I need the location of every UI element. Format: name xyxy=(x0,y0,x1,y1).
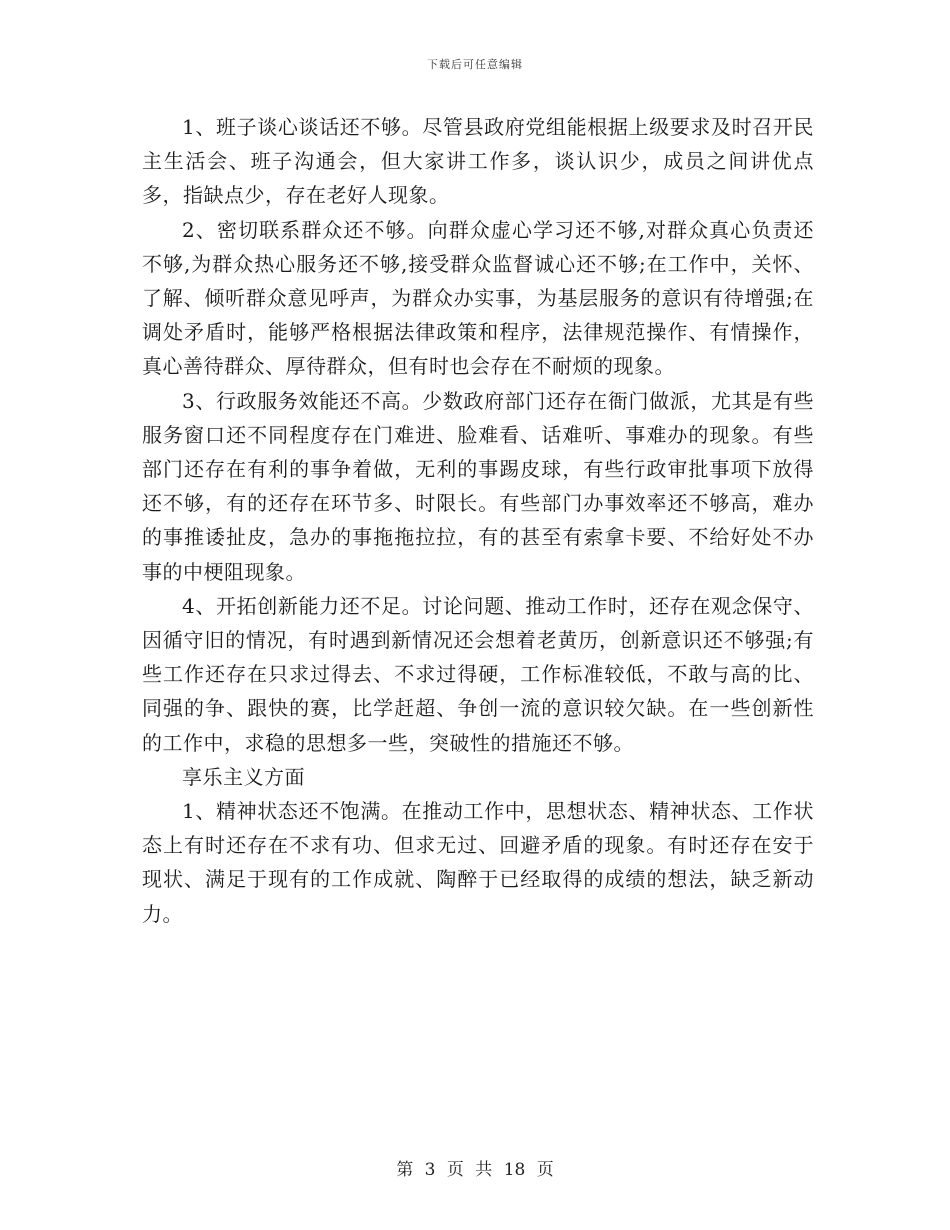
paragraph-mass-contact: 2、密切联系群众还不够。向群众虚心学习还不够,对群众真心负责还不够,为群众热心服务还不够,接受群众监督诚心还不够;在工作中，关怀、了解、倾听群众意见呼声，为群众办实事，为基层服务的意识有待增强;在调处矛盾时，能够严格根据法律政策和程序，法律规范操作、有情操作，真心善待群众、厚待群众，但有时也会存在不耐烦的现象。 xyxy=(142,217,814,379)
paragraph-spirit: 1、精神状态还不饱满。在推动工作中，思想状态、精神状态、工作状态上有时还存在不求有功、但求无过、回避矛盾的现象。有时还存在安于现状、满足于现有的工作成就、陶醉于已经取得的成绩的想法，缺乏新动力。 xyxy=(142,799,814,926)
section-heading-hedonism: 享乐主义方面 xyxy=(182,764,305,789)
paragraph-admin-efficiency: 3、行政服务效能还不高。少数政府部门还存在衙门做派，尤其是有些服务窗口还不同程度存在门难进、脸难看、话难听、事难办的现象。有些部门还存在有利的事争着做，无利的事踢皮球，有些行政审批事项下放得还不够，有的还存在环节多、时限长。有些部门办事效率还不够高，难办的事推诿扯皮，急办的事拖拖拉拉，有的甚至有索拿卡要、不给好处不办事的中梗阻现象。 xyxy=(142,388,814,584)
paragraph-innovation: 4、开拓创新能力还不足。讨论问题、推动工作时，还存在观念保守、因循守旧的情况，有时遇到新情况还会想着老黄历，创新意识还不够强;有些工作还存在只求过得去、不求过得硬，工作标准较低，不敢与高的比、同强的争、跟快的赛，比学赶超、争创一流的意识较欠缺。在一些创新性的工作中，求稳的思想多一些，突破性的措施还不够。 xyxy=(142,593,814,755)
page-header-note: 下载后可任意编辑 xyxy=(427,58,523,71)
page-number: 第 3 页 共 18 页 xyxy=(396,1160,554,1180)
paragraph-team-talks: 1、班子谈心谈话还不够。尽管县政府党组能根据上级要求及时召开民主生活会、班子沟通会，但大家讲工作多，谈认识少，成员之间讲优点多，指缺点少，存在老好人现象。 xyxy=(142,115,814,208)
document-body xyxy=(142,110,814,931)
